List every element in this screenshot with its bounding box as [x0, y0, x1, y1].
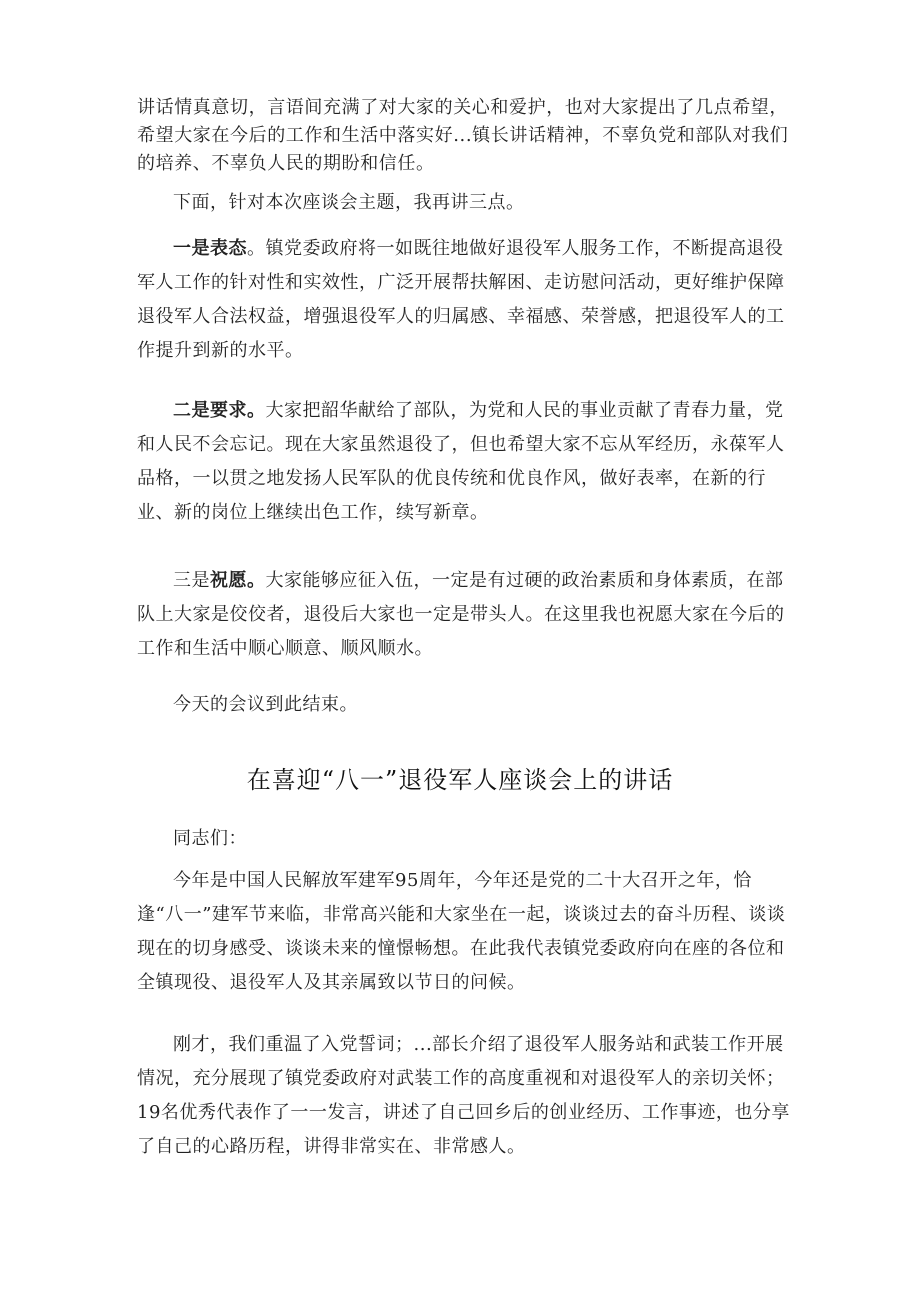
paragraph-point-three [137, 564, 797, 666]
paragraph-review: 刚才，我们重温了入党誓词；...部长介绍了退役军人服务站和武装工作开展情况，充分展现了镇党委政府对武装工作的高度重视和对退役军人的亲切关怀；19名优秀代表作了一一发言，讲述了自己回乡后的创业经历、工作事迹，也分享了自己的心路历程，讲得非常实在、非常感人。 [137, 1034, 790, 1157]
paragraph-end: 今天的会议到此结束。 [173, 694, 358, 715]
point-three-prefix: 三是 [173, 570, 210, 591]
paragraph-anniversary: 今年是中国人民解放军建军95周年，今年还是党的二十大召开之年，恰逢“八一”建军节来临，非常高兴能和大家坐在一起，谈谈过去的奋斗历程、谈谈现在的切身感受、谈谈未来的憧憬畅想。在此我代表镇党委政府向在座的各位和全镇现役、退役军人及其亲属致以节日的问候。 [137, 870, 786, 993]
greeting: 同志们： [173, 828, 247, 849]
point-three-lead: 祝愿。 [210, 570, 266, 591]
paragraph-point-two [137, 394, 797, 530]
paragraph-intro: 讲话情真意切，言语间充满了对大家的关心和爱护，也对大家提出了几点希望，希望大家在今后的工作和生活中落实好...镇长讲话精神，不辜负党和部队对我们的培养、不辜负人民的期盼和信任。 [137, 97, 789, 174]
point-two-lead: 二是要求。 [173, 400, 266, 421]
point-two-body: 大家把韶华献给了部队，为党和人民的事业贡献了青春力量，党和人民不会忘记。现在大家虽然退役了，但也希望大家不忘从军经历，永葆军人品格，一以贯之地发扬人民军队的优良传统和优良作风，做好表率，在新的行业、新的岗位上继续出色工作，续写新章。 [137, 400, 785, 523]
point-one-body: 。镇党委政府将一如既往地做好退役军人服务工作，不断提高退役军人工作的针对性和实效性，广泛开展帮扶解困、走访慰问活动，更好维护保障退役军人合法权益，增强退役军人的归属感、幸福感、荣誉感，把退役军人的工作提升到新的水平。 [137, 238, 785, 361]
point-three-body: 大家能够应征入伍，一定是有过硬的政治素质和身体素质，在部队上大家是佼佼者，退役后大家也一定是带头人。在这里我也祝愿大家在今后的工作和生活中顺心顺意、顺风顺水。 [137, 570, 785, 659]
point-one-lead: 一是表态 [173, 238, 247, 259]
speech-title: 在喜迎“八一”退役军人座谈会上的讲话 [246, 766, 674, 794]
paragraph-next: 下面，针对本次座谈会主题，我再讲三点。 [173, 192, 525, 213]
paragraph-point-one [137, 232, 797, 368]
